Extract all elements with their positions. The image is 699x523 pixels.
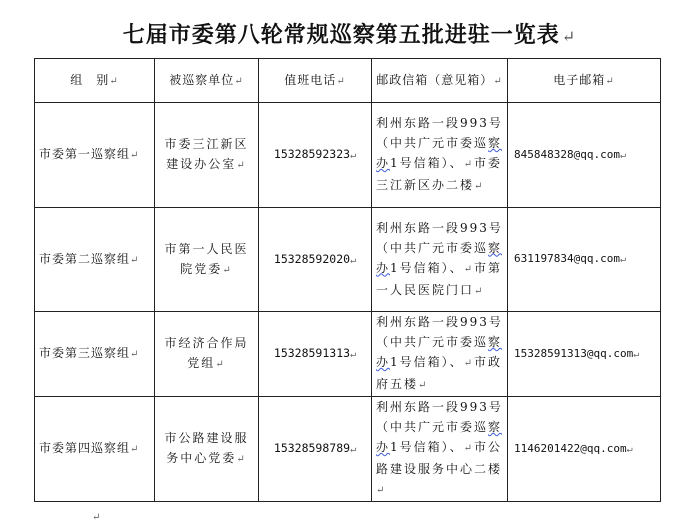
unit-cell: 市经济合作局党组↵ bbox=[155, 312, 259, 397]
header-group: 组 别↵ bbox=[35, 59, 155, 103]
phone-cell: 15328598789↵ bbox=[259, 397, 372, 502]
document-title: 七届市委第八轮常规巡察第五批进驻一览表 ↵ bbox=[122, 22, 577, 48]
paragraph-mark-icon: ↵ bbox=[605, 75, 615, 87]
inspection-table bbox=[34, 58, 661, 502]
email-cell: 845848328@qq.com↵ bbox=[508, 103, 661, 208]
unit-cell: 市委三江新区建设办公室↵ bbox=[155, 103, 259, 208]
paragraph-mark-icon: ↵ bbox=[234, 75, 244, 87]
table-row bbox=[35, 312, 661, 397]
header-email: 电子邮箱↵ bbox=[508, 59, 661, 103]
table-row bbox=[35, 397, 661, 502]
paragraph-mark-icon: ↵ bbox=[493, 75, 503, 87]
mailbox-cell: 利州东路一段993号（中共广元市委巡察办1号信箱）、↵市第一人民医院门口↵ bbox=[372, 208, 508, 312]
header-unit: 被巡察单位↵ bbox=[155, 59, 259, 103]
table-row bbox=[35, 208, 661, 312]
group-cell: 市委第四巡察组↵ bbox=[35, 397, 155, 502]
phone-cell: 15328592323↵ bbox=[259, 103, 372, 208]
paragraph-mark-icon: ↵ bbox=[109, 75, 119, 87]
paragraph-mark-icon: ↵ bbox=[92, 512, 101, 523]
mailbox-cell: 利州东路一段993号（中共广元市委巡察办1号信箱）、↵市政府五楼↵ bbox=[372, 312, 508, 397]
unit-cell: 市公路建设服务中心党委↵ bbox=[155, 397, 259, 502]
header-phone: 值班电话↵ bbox=[259, 59, 372, 103]
mailbox-cell: 利州东路一段993号（中共广元市委巡察办1号信箱）、↵市公路建设服务中心二楼↵ bbox=[372, 397, 508, 502]
table-header-row bbox=[35, 59, 661, 103]
email-cell: 631197834@qq.com↵ bbox=[508, 208, 661, 312]
paragraph-mark-icon: ↵ bbox=[336, 75, 346, 87]
group-cell: 市委第二巡察组↵ bbox=[35, 208, 155, 312]
header-mailbox: 邮政信箱（意见箱）↵ bbox=[372, 59, 508, 103]
mailbox-cell: 利州东路一段993号（中共广元市委巡察办1号信箱）、↵市委三江新区办二楼↵ bbox=[372, 103, 508, 208]
unit-cell: 市第一人民医院党委↵ bbox=[155, 208, 259, 312]
table-row bbox=[35, 103, 661, 208]
phone-cell: 15328591313↵ bbox=[259, 312, 372, 397]
email-cell: 15328591313@qq.com↵ bbox=[508, 312, 661, 397]
paragraph-mark-icon: ↵ bbox=[561, 27, 577, 46]
email-cell: 1146201422@qq.com↵ bbox=[508, 397, 661, 502]
phone-cell: 15328592020↵ bbox=[259, 208, 372, 312]
group-cell: 市委第三巡察组↵ bbox=[35, 312, 155, 397]
group-cell: 市委第一巡察组↵ bbox=[35, 103, 155, 208]
